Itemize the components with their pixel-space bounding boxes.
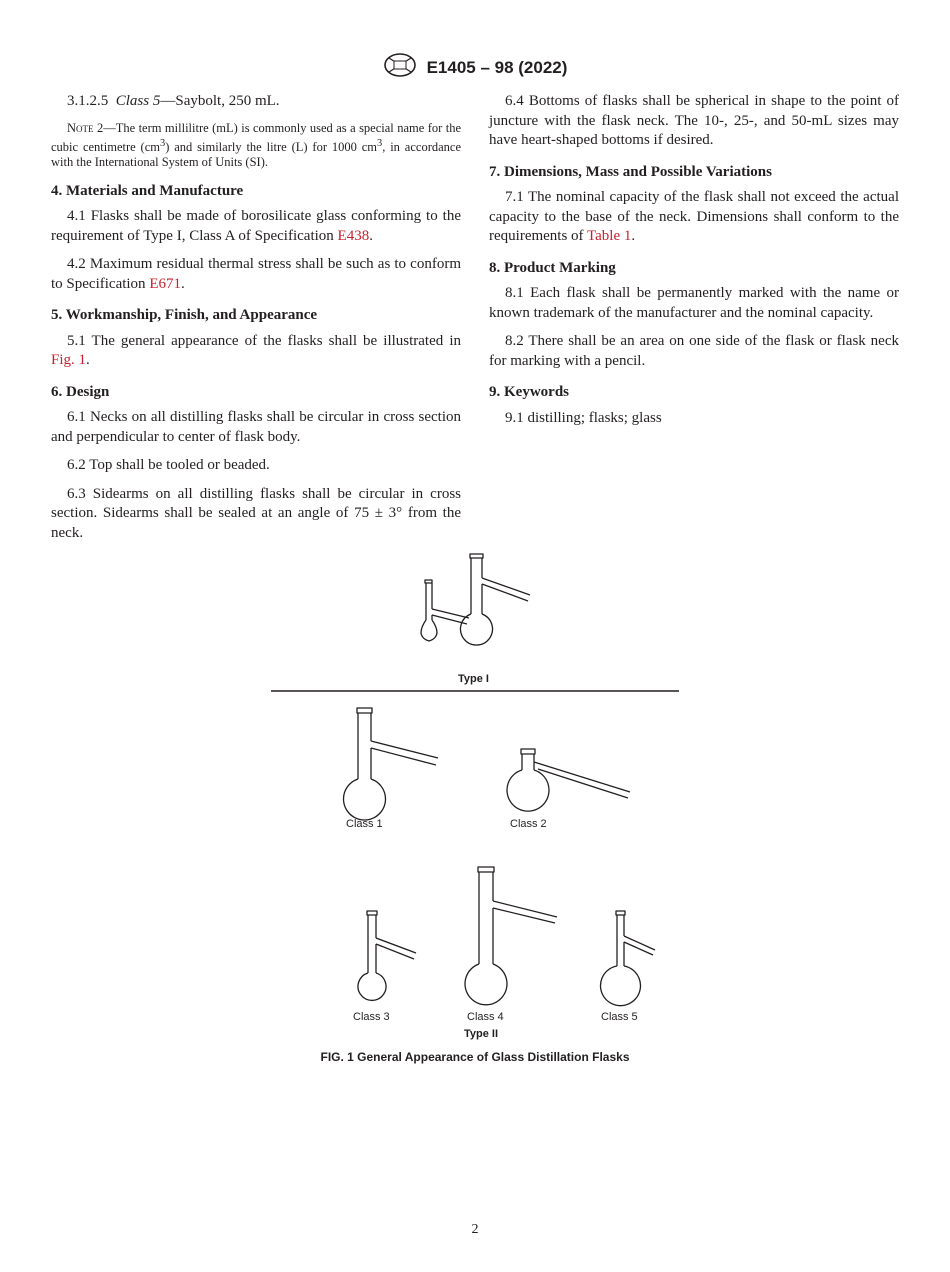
paragraph-6-3: 6.3 Sidearms on all distilling flasks shall be circular in cross section. Sidearms shall be sealed at an angle of 75 ± 3° from the neck. <box>51 485 461 541</box>
note-text: —The term millilitre (mL) is commonly used as a special name for the cubic centimetre (cm <box>51 120 461 154</box>
class3-label: Class 3 <box>353 1011 390 1023</box>
figure-caption: FIG. 1 General Appearance of Glass Distillation Flasks <box>320 1050 630 1064</box>
class2-label: Class 2 <box>510 818 547 830</box>
page-header <box>0 52 950 83</box>
class1-flask-icon <box>344 708 439 820</box>
right-column <box>489 92 899 437</box>
paragraph-text: 5.1 The general appearance of the flasks shall be illustrated in <box>67 332 461 349</box>
section-number: 3.1.2.5 <box>67 93 109 109</box>
link-table-1[interactable]: Table 1 <box>587 228 632 244</box>
note-label: Note 2 <box>67 120 104 135</box>
type1-large-flask-icon <box>461 554 531 645</box>
flask-illustration <box>0 545 950 1055</box>
heading-keywords: 9. Keywords <box>489 384 569 400</box>
paragraph-text: . <box>86 352 90 369</box>
paragraph-4-1 <box>51 207 461 246</box>
paragraph-text: 4.1 Flasks shall be made of borosilicate glass conforming to the requirement of Type I, Class A of Specification <box>51 208 461 244</box>
class4-flask-icon <box>465 867 557 1005</box>
figure-1 <box>0 545 950 1070</box>
heading-product-marking: 8. Product Marking <box>489 259 616 276</box>
superscript: 3 <box>377 137 383 149</box>
type1-label: Type I <box>458 673 489 685</box>
class2-flask-icon <box>507 749 630 811</box>
superscript: 3 <box>160 137 166 149</box>
paragraph-7-1 <box>489 188 899 247</box>
section-text: —Saybolt, 250 mL. <box>160 93 280 109</box>
heading-materials: 4. Materials and Manufacture <box>51 182 244 199</box>
class5-label: Class 5 <box>601 1011 638 1023</box>
link-e438[interactable]: E438 <box>337 227 370 244</box>
class1-label: Class 1 <box>346 818 383 830</box>
heading-design: 6. Design <box>51 383 110 400</box>
link-fig-1[interactable]: Fig. 1 <box>51 352 87 369</box>
paragraph-5-1 <box>51 332 461 371</box>
left-column <box>51 92 461 552</box>
document-designation: E1405 – 98 (2022) <box>426 57 568 77</box>
paragraph-8-2: 8.2 There shall be an area on one side of the flask or flask neck for marking with a pencil. <box>489 333 899 369</box>
paragraph-9-1: 9.1 distilling; flasks; glass <box>505 409 662 426</box>
note-text: , in accordance with the International System of Units (SI). <box>51 139 462 169</box>
paragraph-6-1: 6.1 Necks on all distilling flasks shall be circular in cross section and perpendicular to center of flask body. <box>51 409 461 445</box>
paragraph-text: . <box>369 227 373 244</box>
paragraph-text: . <box>180 275 185 292</box>
section-3-1-2-5 <box>51 92 461 112</box>
paragraph-6-4: 6.4 Bottoms of flasks shall be spherical in shape to the point of juncture with the flask neck. The 10-, 25-, and 50-mL sizes may have heart-shaped bottoms if desired. <box>489 93 899 148</box>
astm-logo-icon <box>383 52 417 83</box>
paragraph-6-2: 6.2 Top shall be tooled or beaded. <box>67 457 270 474</box>
heading-workmanship: 5. Workmanship, Finish, and Appearance <box>51 307 318 324</box>
note-text: ) and similarly the litre (L) for 1000 cm <box>165 139 378 154</box>
heading-dimensions: 7. Dimensions, Mass and Possible Variations <box>489 163 772 180</box>
type1-small-flask-icon <box>421 580 469 641</box>
paragraph-8-1: 8.1 Each flask shall be permanently marked with the name or known trademark of the manufacturer and the nominal capacity. <box>489 285 899 321</box>
page-number: 2 <box>471 1222 479 1237</box>
class3-flask-icon <box>358 911 416 1000</box>
note-2 <box>51 121 461 170</box>
link-e671[interactable]: E671 <box>149 275 181 292</box>
section-title: Class 5 <box>115 93 161 109</box>
type2-label: Type II <box>464 1028 499 1040</box>
paragraph-text: 4.2 Maximum residual thermal stress shall be such as to conform to Specification <box>51 256 461 292</box>
class5-flask-icon <box>601 911 656 1006</box>
paragraph-4-2 <box>51 255 461 294</box>
paragraph-text: 7.1 The nominal capacity of the flask shall not exceed the actual capacity to the base of the neck. Dimensions shall conform to the requirements of <box>489 189 899 244</box>
paragraph-text: . <box>631 228 636 244</box>
class4-label: Class 4 <box>467 1011 504 1023</box>
